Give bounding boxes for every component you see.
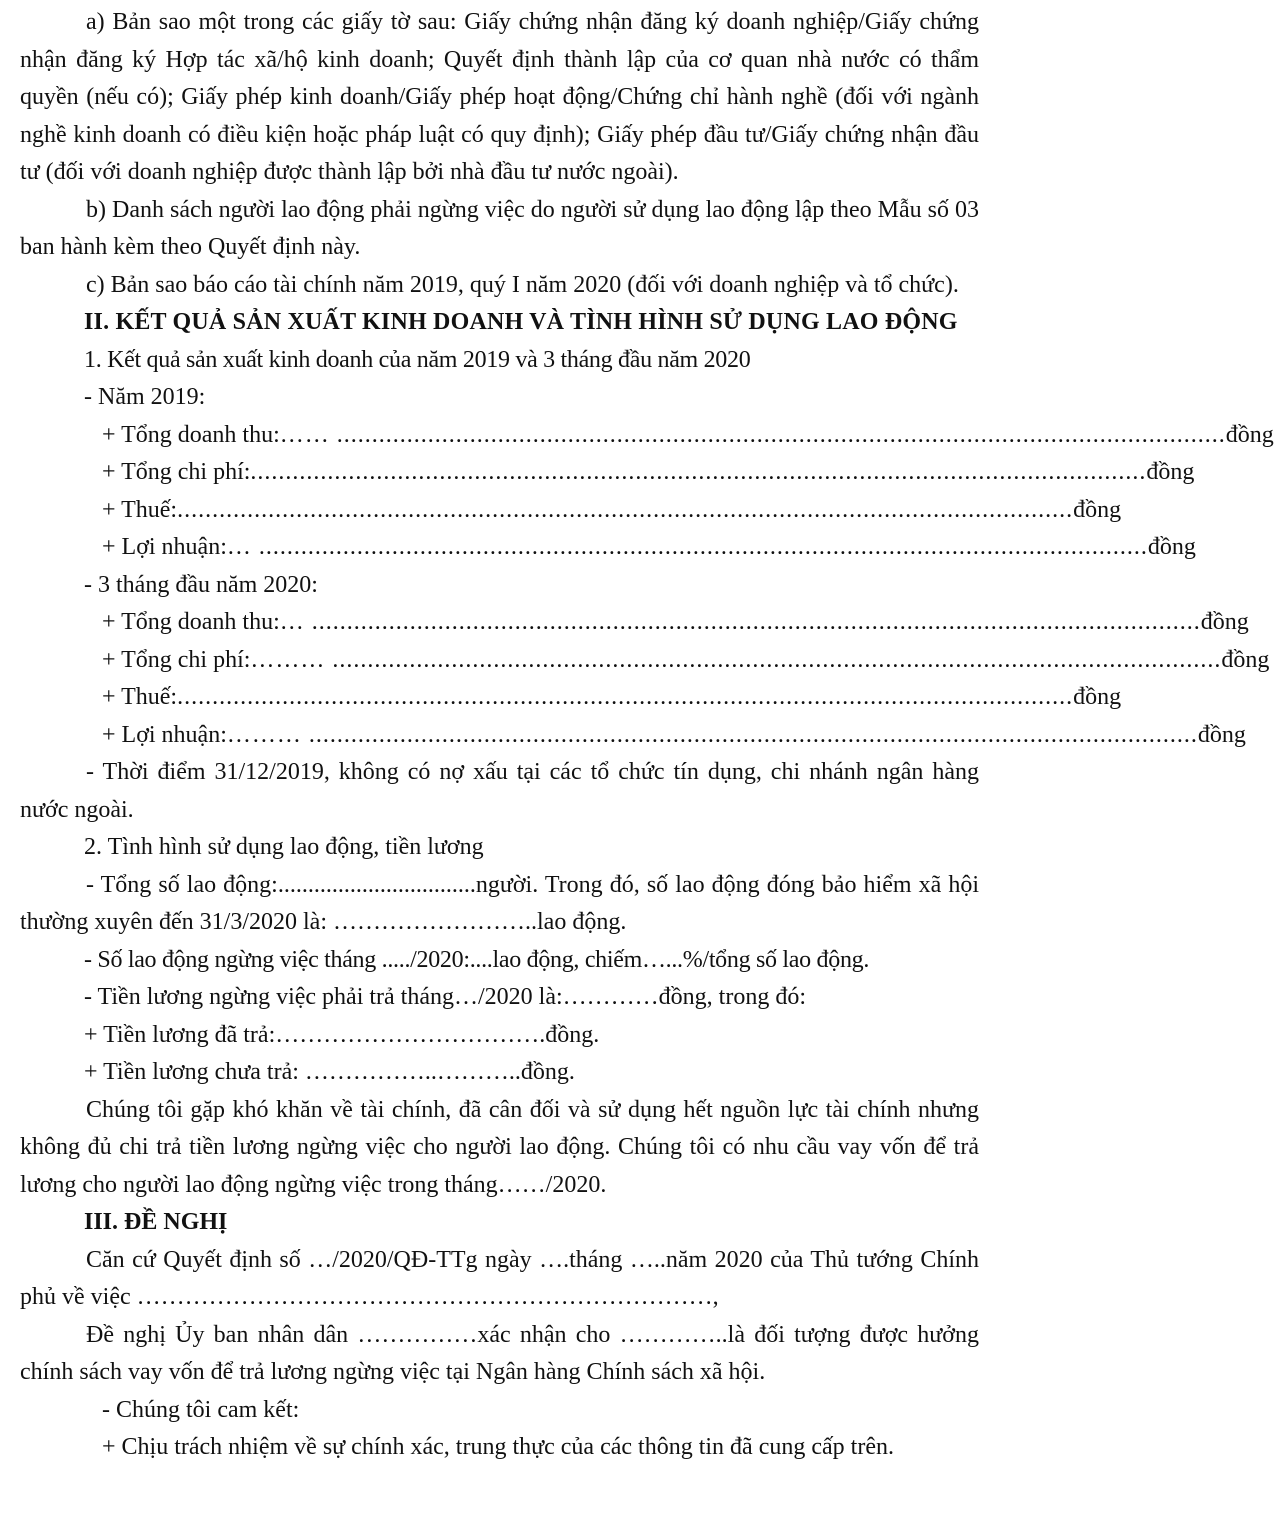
row-revenue-2020 <box>20 604 1249 642</box>
row-label: + Thuế: <box>102 684 178 710</box>
dotted-fill: … ............................................................................................................................... <box>279 609 1201 635</box>
wage-unpaid-line: + Tiền lương chưa trả: ……………..………..đồng. <box>84 1059 575 1085</box>
dotted-fill: … ............................................................................................................................... <box>226 534 1148 560</box>
row-label: + Thuế: <box>102 496 178 523</box>
q1-2020-label: - 3 tháng đầu năm 2020: <box>84 571 318 598</box>
doc-item-b: b) Danh sách người lao động phải ngừng việc do người sử dụng lao động lập theo Mẫu số 03 ban hành kèm theo Quyết định này. <box>20 196 979 260</box>
dotted-fill: ................................................................................................................................ <box>177 496 1074 523</box>
section-ii-heading: II. KẾT QUẢ SẢN XUẤT KINH DOANH VÀ TÌNH HÌNH SỬ DỤNG LAO ĐỘNG <box>84 309 958 335</box>
row-cost-2020 <box>20 642 1270 680</box>
total-workers-line: - Tổng số lao động:.................................người. Trong đó, số lao động đóng bảo hiểm xã hội thường xuyên đến 31/3/2020 là: ……………………..lao động. <box>20 871 979 935</box>
dotted-fill: …… ............................................................................................................................... <box>279 421 1226 448</box>
commitment-item-1: + Chịu trách nhiệm về sự chính xác, trung thực của các thông tin đã cung cấp trên. <box>102 1434 894 1460</box>
row-label: + Tổng chi phí: <box>102 646 251 673</box>
subsection-2-title: 2. Tình hình sử dụng lao động, tiền lương <box>84 834 484 860</box>
row-unit: đồng <box>1073 684 1122 710</box>
dotted-fill: ................................................................................................................................ <box>250 459 1147 485</box>
stopped-workers-line: - Số lao động ngừng việc tháng ...../2020:....lao động, chiếm…...%/tổng số lao động. <box>84 946 870 973</box>
row-revenue-2019 <box>20 417 1274 455</box>
row-unit: đồng <box>1147 534 1196 560</box>
rows-2019 <box>20 417 1274 567</box>
section-iii-heading: III. ĐỀ NGHỊ <box>84 1209 228 1235</box>
row-cost-2019 <box>20 454 1195 492</box>
wage-paid-line: + Tiền lương đã trả:…………………………….đồng. <box>84 1021 600 1048</box>
doc-item-c: c) Bản sao báo cáo tài chính năm 2019, quý I năm 2020 (đối với doanh nghiệp và tổ chức). <box>86 271 959 298</box>
doc-item-a: a) Bản sao một trong các giấy tờ sau: Giấy chứng nhận đăng ký doanh nghiệp/Giấy chứng nhận đăng ký Hợp tác xã/hộ kinh doanh; Quyết định thành lập của cơ quan nhà nước có thẩm quyền (nếu có); Giấy phép kinh doanh/Giấy phép hoạt động/Chứng chỉ hành nghề (đối với ngành nghề kinh doanh có điều kiện hoặc pháp luật có quy định); Giấy phép đầu tư/Giấy chứng nhận đầu tư (đối với doanh nghiệp được thành lập bởi nhà đầu tư nước ngoài). <box>20 9 979 185</box>
row-tax-2019 <box>20 492 1122 530</box>
financial-difficulty-paragraph: Chúng tôi gặp khó khăn về tài chính, đã cân đối và sử dụng hết nguồn lực tài chính nhưng không đủ chi trả tiền lương ngừng việc cho người lao động. Chúng tôi có nhu cầu vay vốn để trả lương cho người lao động ngừng việc trong tháng……/2020. <box>20 1096 979 1198</box>
row-label: + Tổng chi phí: <box>102 459 251 485</box>
row-unit: đồng <box>1073 496 1122 523</box>
document-page <box>0 4 1274 1539</box>
row-unit: đồng <box>1200 609 1249 635</box>
row-label: + Tổng doanh thu: <box>102 421 280 448</box>
row-label: + Tổng doanh thu: <box>102 609 280 635</box>
dotted-fill: ……… ............................................................................................................................... <box>250 646 1222 673</box>
year-2019-label: - Năm 2019: <box>84 384 206 410</box>
row-label: + Lợi nhuận: <box>102 721 227 748</box>
stopped-wage-line: - Tiền lương ngừng việc phải trả tháng…/2020 là:…………đồng, trong đó: <box>84 984 806 1010</box>
row-tax-2020 <box>20 679 1122 717</box>
row-profit-2019 <box>20 529 1196 567</box>
dotted-fill: ................................................................................................................................ <box>177 684 1074 710</box>
dotted-fill: ……… ............................................................................................................................... <box>226 721 1198 748</box>
subsection-1-title: 1. Kết quả sản xuất kinh doanh của năm 2019 và 3 tháng đầu năm 2020 <box>84 346 751 373</box>
no-bad-debt-statement: - Thời điểm 31/12/2019, không có nợ xấu tại các tổ chức tín dụng, chi nhánh ngân hàng nước ngoài. <box>20 759 979 823</box>
row-profit-2020 <box>20 717 1246 755</box>
request-paragraph: Đề nghị Ủy ban nhân dân ……………xác nhận cho …………..là đối tượng được hưởng chính sách vay vốn để trả lương ngừng việc tại Ngân hàng Chính sách xã hội. <box>20 1321 979 1385</box>
row-unit: đồng <box>1225 421 1274 448</box>
commitment-label: - Chúng tôi cam kết: <box>102 1396 300 1423</box>
row-label: + Lợi nhuận: <box>102 534 227 560</box>
row-unit: đồng <box>1146 459 1195 485</box>
row-unit: đồng <box>1221 646 1270 673</box>
rows-2020 <box>20 604 1270 754</box>
row-unit: đồng <box>1197 721 1246 748</box>
legal-basis-paragraph: Căn cứ Quyết định số …/2020/QĐ-TTg ngày ….tháng …..năm 2020 của Thủ tướng Chính phủ về việc ………………………………………………………………, <box>20 1246 979 1310</box>
